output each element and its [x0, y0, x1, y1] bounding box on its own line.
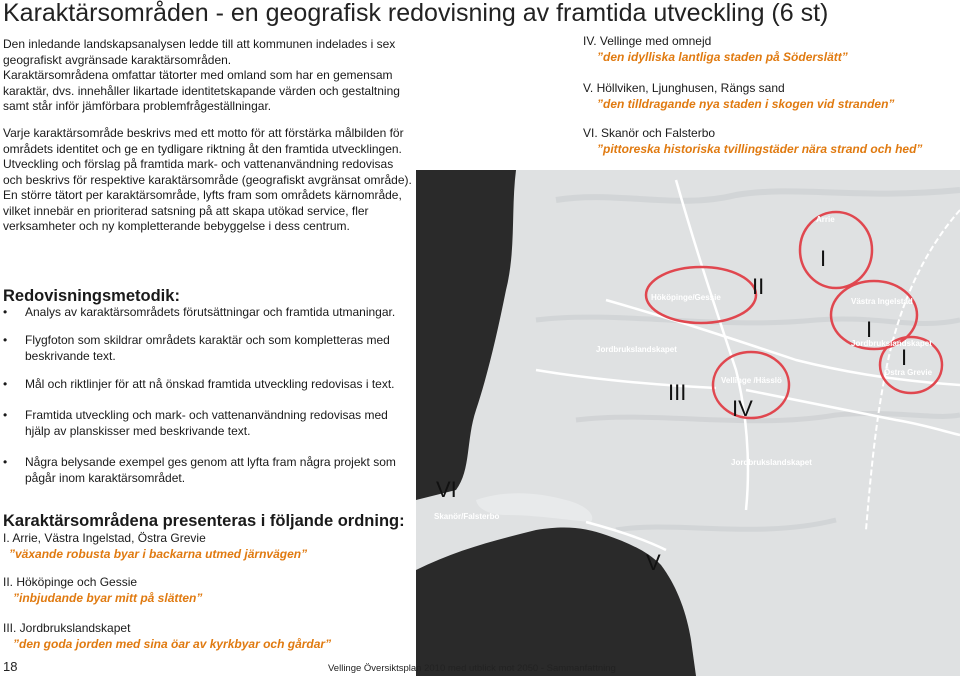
bullet-icon: •	[3, 408, 8, 422]
map-roman-4: IV	[732, 396, 753, 421]
map-roman-5: V	[646, 550, 661, 575]
method-bullet: • Flygfoton som skildrar områdets karaktär och som kompletteras med beskrivande text.	[3, 333, 390, 363]
method-heading: Redovisningsmetodik:	[3, 287, 180, 305]
region-motto: ”den goda jorden med sina öar av kyrkbyar och gårdar”	[13, 637, 332, 651]
body-paragraph: Varje karaktärsområde beskrivs med ett motto för att förstärka målbilden för områdets identitet och ge en tydligare riktning åt den framtida utvecklingen.	[3, 126, 404, 156]
map-roman-1c: I	[901, 345, 908, 370]
map-label-ostra: Östra Grevie	[884, 368, 933, 377]
region-motto: ”den tilldragande nya staden i skogen vid stranden”	[597, 97, 895, 111]
page-title: Karaktärsområden - en geografisk redovisning av framtida utveckling (6 st)	[3, 0, 829, 27]
map-label-jordbruk-2: Jordbrukslandskapet	[851, 339, 932, 348]
region-name: IV. Vellinge med omnejd	[583, 34, 712, 48]
footer-text: Vellinge Översiktsplan 2010 med utblick mot 2050 - Sammanfattning	[328, 663, 616, 674]
body-block	[3, 126, 415, 235]
region-entry-3	[3, 620, 331, 652]
bullet-icon: •	[3, 305, 8, 319]
bullet-icon: •	[3, 377, 8, 391]
map-label-vellinge: Vellinge /Hässlö	[721, 376, 782, 385]
page-number: 18	[3, 659, 18, 674]
order-heading: Karaktärsområdena presenteras i följande ordning:	[3, 512, 405, 530]
region-entry-6	[583, 125, 922, 157]
method-bullet: • Framtida utveckling och mark- och vattenanvändning redovisas med hjälp av planskisser med beskrivande text.	[3, 408, 388, 438]
region-entry-4	[583, 33, 848, 65]
method-bullet: • Några belysande exempel ges genom att lyfta fram några projekt som pågår inom karaktärsområdet.	[3, 455, 396, 485]
body-paragraph: En större tätort per karaktärsområde, lyfts fram som områdets kärnområde, vilket innebär en prioriterad satsning på att skapa utökad service, fler verksamheter och ny kompletterande bebyggelse i dess centrum.	[3, 188, 402, 233]
map-label-jordbruk-3: Jordbrukslandskapet	[731, 458, 812, 467]
map-label-hokopinge: Hököpinge/Gessie	[651, 293, 721, 302]
map-label-jordbruk-1: Jordbrukslandskapet	[596, 345, 677, 354]
map-label-skanor: Skanör/Falsterbo	[434, 512, 500, 521]
region-motto: ”pittoreska historiska tvillingstäder nära strand och hed”	[597, 142, 923, 156]
method-bullet: • Analys av karaktärsområdets förutsättningar och framtida utmaningar.	[3, 305, 396, 319]
map-label-arrie: Arrie	[816, 215, 835, 224]
map-roman-2: II	[752, 274, 765, 299]
region-name: I. Arrie, Västra Ingelstad, Östra Grevie	[3, 531, 206, 545]
body-paragraph: Utveckling och förslag på framtida mark- och vattenanvändning redovisas och beskrivs för respektive karaktärsområde (geografiskt avgränsat område).	[3, 157, 412, 187]
region-map	[416, 170, 960, 676]
region-entry-5	[583, 80, 894, 112]
region-entry-1	[3, 530, 307, 562]
region-entry-2	[3, 574, 202, 606]
region-name: VI. Skanör och Falsterbo	[583, 126, 716, 140]
method-bullet: • Mål och riktlinjer för att nå önskad framtida utveckling redovisas i text.	[3, 377, 395, 391]
map-roman-1b: I	[866, 317, 873, 342]
region-motto: ”växande robusta byar i backarna utmed järnvägen”	[9, 547, 308, 561]
region-name: III. Jordbrukslandskapet	[3, 621, 131, 635]
intro-paragraph: Den inledande landskapsanalysen ledde till att kommunen indelades i sex geografiskt avgränsade karaktärsområden.	[3, 37, 396, 67]
map-roman-3: III	[668, 380, 687, 405]
bullet-icon: •	[3, 455, 8, 469]
region-name: V. Höllviken, Ljunghusen, Rängs sand	[583, 81, 785, 95]
map-roman-6: VI	[436, 477, 457, 502]
map-label-vastra: Västra Ingelstad	[851, 297, 913, 306]
region-motto: ”inbjudande byar mitt på slätten”	[13, 591, 203, 605]
bullet-icon: •	[3, 333, 8, 347]
map-roman-1a: I	[820, 246, 827, 271]
region-name: II. Hököpinge och Gessie	[3, 575, 138, 589]
intro-paragraph: Karaktärsområdena omfattar tätorter med omland som har en gemensam karaktär, dvs. innehåller likartade identitetskapande värden och gestaltning samt står inför jämförbara problemfrågeställningar.	[3, 68, 400, 113]
region-motto: ”den idylliska lantliga staden på Söderslätt”	[597, 50, 848, 64]
intro-block	[3, 37, 413, 115]
